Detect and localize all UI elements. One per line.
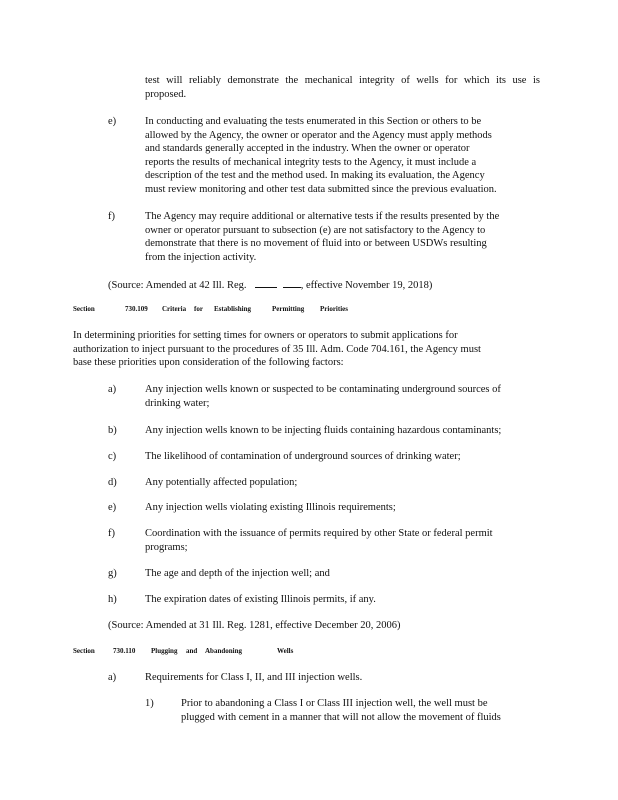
text-line: demonstrate that there is no movement of fluid into or between USDWs resulting xyxy=(145,238,487,250)
section-title-word: Criteria xyxy=(162,305,187,313)
factor-e-label: e) xyxy=(108,502,117,513)
section-110-item-a-label: a) xyxy=(108,672,117,683)
factor-a-text xyxy=(145,383,545,410)
continuation-paragraph xyxy=(145,74,540,101)
section-label: Section xyxy=(73,305,95,313)
factor-f-label: f) xyxy=(108,528,115,539)
text-line: The Agency may require additional or alternative tests if the results presented by the xyxy=(145,211,500,222)
section-label: Section xyxy=(73,647,95,655)
section-title-word: Permitting xyxy=(272,305,305,313)
section-title-word: and xyxy=(186,647,198,655)
section-title-word: Priorities xyxy=(320,305,348,313)
text-line: Any injection wells violating existing Illinois requirements; xyxy=(145,502,396,513)
section-heading-110 xyxy=(73,647,293,655)
text-line: In conducting and evaluating the tests enumerated in this Section or others to be xyxy=(145,116,482,127)
text-line: The expiration dates of existing Illinois permits, if any. xyxy=(145,594,376,605)
text-line: and standards generally accepted in the industry. When the owner or operator xyxy=(145,143,470,155)
factor-g-label: g) xyxy=(108,568,117,579)
factor-h-text xyxy=(145,593,545,607)
text-line: base these priorities upon consideration of the following factors: xyxy=(73,357,344,369)
text-line: plugged with cement in a manner that will not allow the movement of fluids xyxy=(181,711,501,723)
item-f-label: f) xyxy=(108,211,115,222)
section-110-item-a1-text xyxy=(181,697,541,724)
section-code: 730.110 xyxy=(113,647,136,655)
text-line: from the injection activity. xyxy=(145,251,257,263)
section-110-item-a1-label: 1) xyxy=(145,698,154,709)
section-heading-109 xyxy=(73,305,348,313)
factor-d-label: d) xyxy=(108,477,117,488)
factor-a-label: a) xyxy=(108,384,117,395)
section-title-word: Wells xyxy=(277,647,294,655)
text-line: Any potentially affected population; xyxy=(145,477,298,488)
section-code: 730.109 xyxy=(125,305,148,313)
factor-e-text xyxy=(145,501,545,515)
text-line: Prior to abandoning a Class I or Class III injection well, the well must be xyxy=(181,698,488,709)
factor-b-text xyxy=(145,424,545,438)
section-109-intro xyxy=(73,329,533,370)
text-line: Any injection wells known or suspected to be contaminating underground sources of xyxy=(145,384,501,395)
section-title-word: Plugging xyxy=(151,647,178,655)
source-note-1 xyxy=(108,278,432,293)
factor-d-text xyxy=(145,476,545,490)
text-line: drinking water; xyxy=(145,397,210,409)
text-line: Coordination with the issuance of permits required by other State or federal permit xyxy=(145,528,493,539)
source-note-prefix: (Source: Amended at 42 Ill. Reg. xyxy=(108,280,247,291)
text-line: programs; xyxy=(145,541,188,553)
factor-f-text xyxy=(145,527,545,554)
text-line: must review monitoring and other test data submitted since the previous evaluation. xyxy=(145,183,497,195)
factor-b-label: b) xyxy=(108,425,117,436)
factor-c-text xyxy=(145,450,545,464)
factor-g-text xyxy=(145,567,545,581)
blank-line xyxy=(283,278,301,288)
text-line: The age and depth of the injection well; and xyxy=(145,568,330,579)
text-line: owner or operator pursuant to subsection (e) are not satisfactory to the Agency to xyxy=(145,224,486,236)
text-line: reports the results of mechanical integrity tests to the Agency, it must include a xyxy=(145,156,477,168)
text-line: allowed by the Agency, the owner or operator and the Agency must apply methods xyxy=(145,129,492,141)
text-line: test will reliably demonstrate the mechanical integrity of wells for which its use is xyxy=(145,75,540,86)
factor-h-label: h) xyxy=(108,594,117,605)
text-line: proposed. xyxy=(145,88,187,100)
item-e-text xyxy=(145,115,535,197)
section-110-item-a-text: Requirements for Class I, II, and III injection wells. xyxy=(145,672,363,683)
section-title-word: for xyxy=(194,305,203,313)
factor-c-label: c) xyxy=(108,451,117,462)
source-note-suffix: , effective November 19, 2018) xyxy=(300,280,433,291)
text-line: The likelihood of contamination of underground sources of drinking water; xyxy=(145,451,461,462)
text-line: authorization to inject pursuant to the procedures of 35 Ill. Adm. Code 704.161, the Agency must xyxy=(73,343,481,355)
text-line: description of the test and the method used. In making its evaluation, the Agency xyxy=(145,170,485,182)
section-title-word: Abandoning xyxy=(205,647,242,655)
source-note-2: (Source: Amended at 31 Ill. Reg. 1281, effective December 20, 2006) xyxy=(108,620,401,631)
section-title-word: Establishing xyxy=(214,305,251,313)
text-line: In determining priorities for setting times for owners or operators to submit applications for xyxy=(73,330,458,341)
item-f-text xyxy=(145,210,541,264)
item-e-label: e) xyxy=(108,116,117,127)
blank-line xyxy=(255,278,277,288)
text-line: Any injection wells known to be injecting fluids containing hazardous contaminants; xyxy=(145,425,502,436)
